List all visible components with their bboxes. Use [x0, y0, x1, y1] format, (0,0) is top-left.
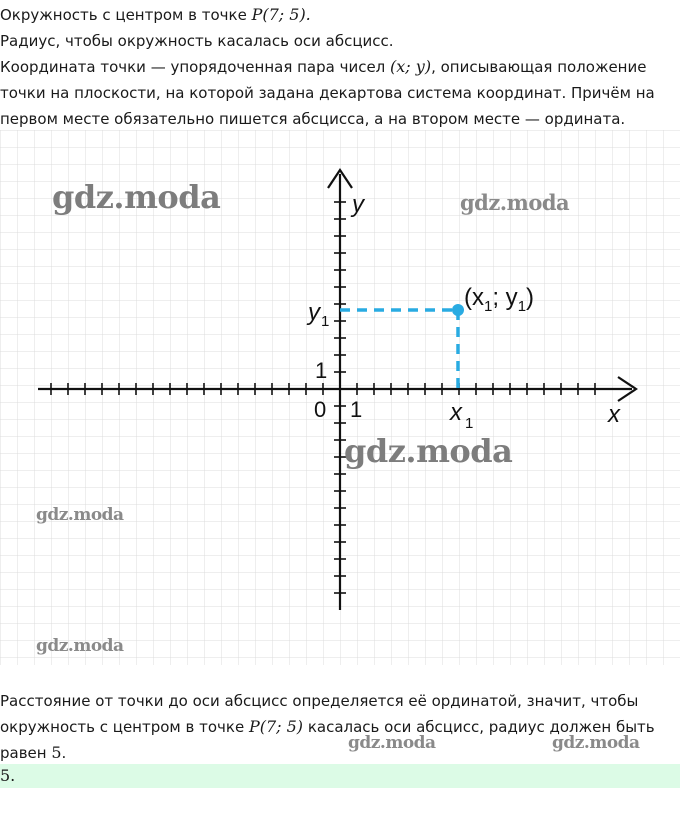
solution-text: Расстояние от точки до оси абсцисс определяется её ординатой, значит, чтобы окружность с центром в точке: [0, 692, 639, 736]
x-axis-label: x: [608, 401, 620, 428]
problem-line-radius: Радиус, чтобы окружность касалась оси абсцисс.: [0, 32, 394, 50]
solution-end: .: [61, 744, 67, 762]
radius-value: 5: [51, 743, 62, 762]
one-x-label: 1: [350, 397, 363, 422]
definition-text-rest: , описывающая положение точки на плоскости, на которой задана декартова система координат. Причём на первом месте обязательно пишется абсцисса, а на втором месте — ордината.: [0, 58, 655, 128]
watermark: gdz.moda: [36, 505, 124, 525]
one-y-label: 1: [315, 358, 328, 383]
y1-subscript: 1: [321, 313, 330, 330]
watermark: gdz.moda: [460, 190, 570, 215]
answer-value: 5.: [0, 766, 16, 785]
y-axis-label: y: [352, 191, 364, 218]
x1-label: x: [450, 399, 462, 426]
solution-text-2: касалась оси абсцисс, радиус должен быть равен: [0, 718, 655, 762]
pair-formula: (x; y): [390, 57, 432, 76]
point-marker: [452, 304, 464, 316]
problem-line-center: [0, 2, 680, 28]
point-p-formula-2: P(7; 5): [248, 717, 304, 736]
watermark: gdz.moda: [36, 636, 124, 656]
answer-box: [0, 764, 680, 788]
watermark: gdz.moda: [552, 733, 640, 753]
x1-subscript: 1: [465, 415, 474, 432]
point-p-formula: P(7; 5).: [251, 5, 311, 24]
watermark: gdz.moda: [348, 733, 436, 753]
definition-text: Координата точки — упорядоченная пара чисел: [0, 58, 391, 76]
watermark: gdz.moda: [344, 432, 513, 470]
watermark: gdz.moda: [52, 178, 221, 216]
zero-label: 0: [314, 397, 327, 422]
definition-paragraph: [0, 54, 680, 132]
y1-label: y: [308, 299, 320, 326]
solution-paragraph: [0, 688, 680, 766]
problem-text: Окружность с центром в точке: [0, 6, 252, 24]
point-label: ($x_1$; $y_1$): [464, 284, 535, 315]
